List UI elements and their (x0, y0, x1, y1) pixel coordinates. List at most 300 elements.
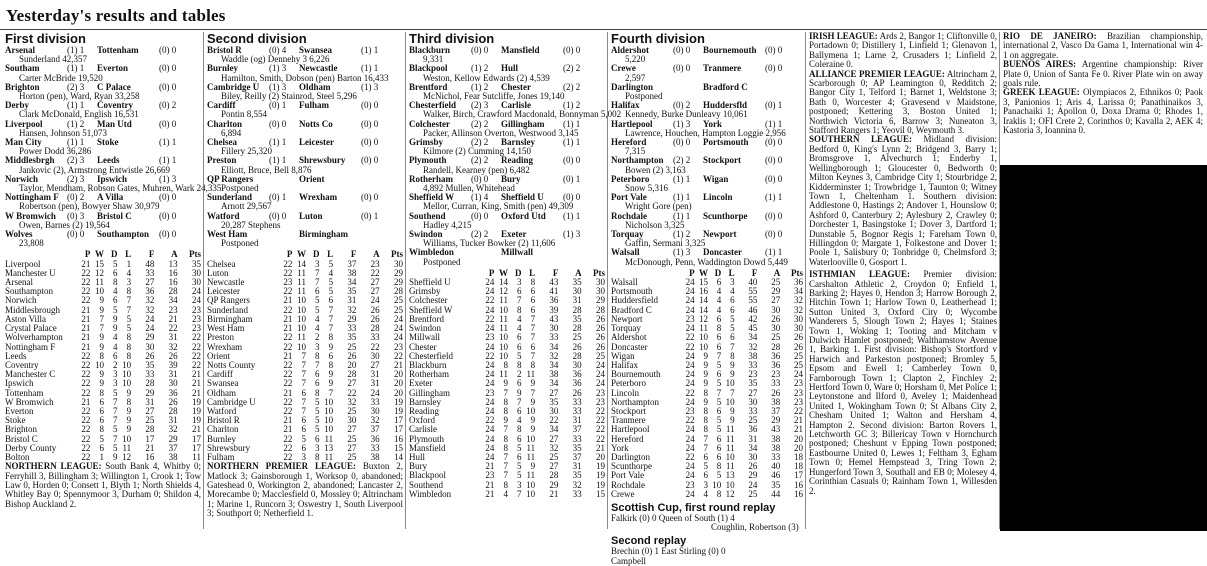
table-header-cell: W (94, 249, 104, 260)
table-cell: 6 (99, 415, 104, 426)
table-cell: 24 (685, 295, 695, 306)
blacked-out-area (1000, 165, 1207, 531)
table-cell: 33 (145, 267, 155, 278)
table-cell: 29 (549, 479, 559, 490)
home-team: Charlton (207, 118, 243, 129)
team-name: Crystal Palace (5, 323, 57, 334)
table-cell: 55 (748, 295, 758, 306)
table-cell: 7 (113, 405, 118, 416)
away-team: Newport (703, 229, 737, 240)
away-team: Bristol C (97, 210, 132, 221)
table-cell: 6 (716, 313, 722, 324)
table-cell: 4 (126, 267, 132, 278)
result-details: Carter McBride 19,520 (19, 72, 103, 83)
team-name: Fulham (207, 451, 235, 462)
team-name: Tottenham (5, 387, 44, 398)
away-score: (1) 1 (159, 137, 177, 148)
southern-league-title: SOUTHERN LEAGUE: (809, 134, 913, 145)
home-score: (2) 3 (67, 155, 85, 166)
table-cell: 37 (572, 424, 582, 435)
table-cell: 21 (283, 323, 293, 334)
table-cell: 9 (703, 350, 708, 361)
table-cell: 22 (370, 267, 380, 278)
table-cell: 22 (81, 295, 91, 306)
table-cell: 17 (393, 415, 403, 426)
away-team: Exeter (501, 229, 527, 240)
table-cell: 7 (530, 332, 536, 343)
table-cell: 4 (113, 286, 118, 297)
table-cell: 35 (572, 442, 582, 453)
away-team: Scunthorpe (703, 210, 748, 221)
home-score: (2) 2 (471, 229, 489, 240)
away-score: (0) 0 (765, 210, 783, 221)
table-cell: 9 (530, 396, 536, 407)
away-team: Tranmere (703, 63, 742, 74)
team-name: Wimbledon (409, 488, 452, 499)
table-cell: 15 (698, 277, 708, 288)
table-cell: 6 (99, 405, 104, 416)
home-team: Plymouth (409, 155, 447, 166)
home-team: Bristol R (207, 45, 242, 55)
table-cell: 24 (145, 323, 155, 334)
home-team: Hartlepool (611, 118, 653, 129)
table-cell: 6 (315, 286, 320, 297)
home-team: Brighton (5, 81, 40, 92)
team-name: Bolton (5, 451, 30, 462)
table-cell: 27 (347, 378, 357, 389)
table-cell: 31 (572, 295, 582, 306)
table-cell: 41 (549, 286, 559, 297)
away-score: (1) 2 (563, 100, 581, 111)
fourth-division-table (611, 269, 803, 499)
team-name: Swansea (207, 378, 239, 389)
table-cell: 29 (393, 267, 403, 278)
table-cell: 19 (191, 396, 201, 407)
team-name: Mansfield (409, 442, 446, 453)
result-details: Postponed (625, 91, 663, 102)
table-cell: 24 (685, 378, 695, 389)
away-team: Newcastle (299, 63, 338, 74)
table-cell: 9 (328, 369, 334, 380)
table-cell: 27 (549, 461, 559, 472)
table-cell: 6 (517, 405, 522, 416)
table-cell: 21 (485, 488, 495, 499)
team-name: Port Vale (611, 470, 645, 481)
away-score: (1) 3 (361, 81, 379, 92)
table-cell: 11 (297, 286, 306, 297)
team-name: Tranmere (611, 415, 646, 426)
table-row (409, 490, 605, 499)
table-header-cell: L (529, 267, 536, 278)
home-score: (0) 2 (673, 100, 691, 111)
table-cell: 7 (99, 313, 104, 324)
table-cell: 22 (283, 332, 293, 343)
table-cell: 24 (485, 405, 495, 416)
home-team: Liverpool (5, 118, 43, 129)
table-cell: 43 (549, 277, 559, 288)
team-name: Swindon (409, 323, 442, 334)
table-cell: 21 (81, 258, 91, 269)
team-name: Grimsby (409, 286, 441, 297)
table-cell: 22 (485, 313, 495, 324)
table-cell: 1 (99, 451, 104, 462)
team-name: Birmingham (207, 313, 253, 324)
table-cell: 8 (703, 424, 708, 435)
team-name: Bristol C (5, 433, 38, 444)
table-cell: 8 (716, 488, 722, 499)
table-cell: 21 (191, 378, 201, 389)
table-cell: 11 (499, 313, 508, 324)
table-cell: 24 (685, 359, 695, 370)
rio-text: Brazilian championship, international 2, Vasco Da Gama 1, International win 4-1 on aggregate. (1003, 31, 1203, 60)
team-name: Portsmouth (611, 286, 653, 297)
team-name: Reading (409, 405, 439, 416)
table-cell: 13 (168, 258, 178, 269)
table-cell: 30 (595, 277, 605, 288)
result-details: 6,894 (221, 127, 242, 138)
table-cell: 22 (81, 433, 91, 444)
team-name: Leicester (207, 286, 240, 297)
northern-league-text: South Bank 4, Whitby 0; Ferryhill 3, Billingham 3; Willington 1, Crook 1; Tow Law 0, Horden 0; Consett 1, Blyth 1; North Shields 4, Whitley Bay 0; Spennymoor 3, Durham 0; Shildon 4, Bishop Auckland 2. (5, 461, 202, 509)
team-name: Bournemouth (611, 369, 661, 380)
table-cell: 10 (122, 433, 132, 444)
table-cell: 24 (685, 470, 695, 481)
home-team: Derby (5, 100, 29, 111)
table-cell: 6 (716, 405, 722, 416)
table-cell: 7 (301, 359, 306, 370)
away-team: Mansfield (501, 45, 540, 55)
home-score: (1) 2 (673, 229, 691, 240)
table-cell: 22 (595, 415, 605, 426)
table-cell: 7 (517, 488, 522, 499)
table-cell: 21 (393, 359, 403, 370)
table-cell: 23 (794, 396, 804, 407)
result-details: Mellor, Curran, King, Smith (pen) 49,309 (423, 201, 574, 212)
table-cell: 32 (347, 304, 357, 315)
table-cell: 10 (296, 295, 306, 306)
table-cell: 7 (503, 424, 508, 435)
table-header-cell: L (728, 267, 735, 278)
table-header-cell: D (714, 267, 722, 278)
table-header-cell: Pts (791, 267, 804, 278)
table-header-cell: W (498, 267, 508, 278)
table-header-cell: Pts (592, 267, 605, 278)
table-row (611, 490, 803, 499)
table-cell: 1 (126, 258, 132, 269)
table-cell: 26 (370, 313, 380, 324)
table-cell: 10 (698, 341, 708, 352)
table-cell: 5 (517, 350, 522, 361)
home-team: Blackburn (409, 45, 451, 55)
table-cell: 23 (794, 387, 804, 398)
away-team: Millwall (501, 247, 533, 258)
table-cell: 29 (393, 277, 403, 288)
table-cell: 33 (771, 451, 781, 462)
table-cell: 39 (168, 359, 178, 370)
table-cell: 31 (370, 378, 380, 389)
table-cell: 3 (113, 378, 118, 389)
table-cell: 28 (168, 286, 178, 297)
alliance-league-title: ALLIANCE PREMIER LEAGUE: (809, 68, 945, 79)
table-cell: 28 (595, 304, 605, 315)
table-cell: 10 (725, 479, 735, 490)
table-cell: 33 (771, 378, 781, 389)
table-cell: 33 (572, 433, 582, 444)
result-details: Packer, Allinson Overton, Westwood 3,145 (423, 127, 579, 138)
table-cell: 5 (716, 359, 722, 370)
table-cell: 37 (347, 258, 357, 269)
table-cell: 29 (347, 313, 357, 324)
table-cell: 27 (145, 277, 155, 288)
team-name: Shrewsbury (207, 442, 250, 453)
away-score: (0) 0 (361, 100, 379, 111)
table-cell: 31 (748, 433, 758, 444)
table-cell: 10 (498, 350, 508, 361)
table-cell: 10 (122, 369, 132, 380)
table-cell: 21 (794, 424, 804, 435)
table-cell: 5 (716, 470, 722, 481)
table-cell: 22 (595, 405, 605, 416)
isthmian-league-text: Premier division: Carshalton Athletic 2, Croydon 0; Enfield 1, Barking 2; Hayes 0, Hendon 3; Harrow Borough 2, Hitchin Town 1; Harlow Town 0, Leatherhead 1; Sutton United 3, Oxford City 0; Wycombe Wanderers 5, Slough Town 2; Hayes 1; Staines Town 1, Woking 1; Tooting and Mitcham v Dulwich Hamlet postponed; Walthamstow Avenue 1, Barking 1. First division: Bishop's Stortford v Harwich and Parkeston postponed; Bromley 5, Epsom and Ewell 1; Camberley Town 0, Farnborough Town 1; Clapton 2, Finchley 2; Hertford Town 0, Ware 0; Horsham 0, Met Police 1; Leytonstone and Ilford 0, Aveley 1; Maidenhead United 1, Wokingham Town 0; St Albans City 2, Chesham United 1; Walton and Hersham 4, Hampton 2. Second division: Barton Rovers 1, Letchworth GC 3; Billericay Town v Hornchurch postponed; Cheshunt v Epping Town postponed; Eastbourne United 0, Lewes 1; Feltham 3, Egham Town 0; Hemel Hempstead 3, Tring Town 2; Hungerford Town 3, Southall and EB 0; Molesey 4, Corinthian Casuals 0; Rainham Town 1, Willesden 2. (809, 269, 998, 496)
table-cell: 36 (572, 369, 582, 380)
table-cell: 22 (81, 286, 91, 297)
away-team: Luton (299, 210, 323, 221)
table-cell: 9 (730, 359, 735, 370)
table-cell: 37 (572, 451, 582, 462)
table-cell: 22 (370, 341, 380, 352)
table-cell: 23 (485, 332, 495, 343)
table-cell: 4 (328, 267, 334, 278)
table-cell: 25 (347, 405, 357, 416)
home-score: (2) 3 (67, 81, 85, 92)
team-name: QP Rangers (207, 295, 250, 306)
table-cell: 8 (503, 396, 508, 407)
table-cell: 22 (81, 350, 91, 361)
table-cell: 24 (393, 323, 403, 334)
result-details: Gaffin, Sermani 3,325 (625, 238, 706, 249)
table-cell: 21 (191, 424, 201, 435)
away-score: (1) 1 (563, 210, 581, 221)
table-cell: 8 (703, 415, 708, 426)
table-cell: 9 (703, 378, 708, 389)
away-score: (0) 1 (765, 100, 783, 111)
table-cell: 36 (572, 378, 582, 389)
table-cell: 29 (595, 295, 605, 306)
table-cell: 25 (748, 488, 758, 499)
third-division-results (409, 45, 622, 267)
table-cell: 7 (301, 396, 306, 407)
table-cell: 22 (81, 369, 91, 380)
table-cell: 10 (725, 451, 735, 462)
table-cell: 32 (370, 415, 380, 426)
table-cell: 4 (113, 341, 118, 352)
table-cell: 24 (485, 378, 495, 389)
away-team: Hull (501, 63, 519, 74)
team-name: Derby County (5, 442, 57, 453)
table-cell: 11 (725, 442, 735, 453)
home-score: (1) 2 (471, 81, 489, 92)
table-cell: 11 (297, 277, 306, 288)
table-cell: 31 (168, 332, 178, 343)
result-details: Hadley 4,215 (423, 219, 472, 230)
table-cell: 10 (498, 332, 508, 343)
table-cell: 18 (794, 451, 804, 462)
table-cell: 5 (113, 442, 118, 453)
away-score: (1) 1 (563, 137, 581, 148)
table-cell: 14 (296, 258, 306, 269)
away-team: Notts Co (299, 118, 333, 129)
table-cell: 7 (328, 323, 334, 334)
result-details: Kilmore (2) Cumming 14,150 (423, 146, 531, 157)
table-cell: 7 (301, 405, 306, 416)
result-details: Biley, Reilly (2) Stainrod, Steel 5,296 (221, 91, 357, 102)
table-cell: 22 (283, 396, 293, 407)
home-team: Preston (207, 155, 237, 166)
table-cell: 9 (503, 415, 508, 426)
home-score: (1) 1 (269, 155, 287, 166)
away-score: (0) 0 (563, 45, 581, 55)
table-cell: 26 (572, 387, 582, 398)
table-cell: 23 (685, 405, 695, 416)
away-team: Lincoln (703, 192, 733, 203)
irish-league-title: IRISH LEAGUE: (809, 31, 878, 41)
table-cell: 25 (771, 277, 781, 288)
result-details: 2,597 (625, 72, 646, 83)
table-cell: 23 (595, 387, 605, 398)
table-cell: 8 (716, 323, 722, 334)
table-cell: 23 (748, 369, 758, 380)
table-cell: 28 (145, 424, 155, 435)
home-team: Middlesbrgh (5, 155, 55, 166)
table-cell: 5 (716, 396, 722, 407)
table-cell: 5 (730, 323, 735, 334)
team-name: Blackpool (409, 470, 446, 481)
table-cell: 4 (703, 488, 708, 499)
table-cell: 17 (191, 442, 201, 453)
table-cell: 11 (725, 461, 735, 472)
table-cell: 9 (730, 405, 735, 416)
table-cell: 27 (370, 359, 380, 370)
table-cell: 10 (526, 479, 536, 490)
table-cell: 13 (324, 442, 334, 453)
table-cell: 30 (572, 359, 582, 370)
home-score: (0) 3 (67, 210, 85, 221)
home-score: (1) 2 (471, 63, 489, 74)
team-name: Leeds (5, 350, 27, 361)
away-team: Southampton (97, 229, 150, 240)
table-cell: 37 (771, 405, 781, 416)
table-cell: 24 (485, 424, 495, 435)
team-name: Orient (207, 350, 230, 361)
table-cell: 32 (572, 479, 582, 490)
table-cell: 4 (503, 488, 508, 499)
table-cell: 6 (315, 369, 320, 380)
table-cell: 28 (771, 341, 781, 352)
greek-league-report (1003, 88, 1203, 135)
table-cell: 6 (703, 451, 708, 462)
greek-league-text: Olympiacos 2, Ethnikos 0; Paok 3, Panionios 1; Aris 4, Larissa 0; Panathinaikos 3, Panachaiki 1; Apollon 0, Doxa Drama 0; Rhodes 1, Iraklis 1; OFI Crete 2, Corinthos 0; Kavalla 2, AEK 4; Kastoria 3, Ioannina 0. (1003, 87, 1204, 136)
table-cell: 24 (685, 323, 695, 334)
table-cell: 30 (549, 405, 559, 416)
team-name: Manchester C (5, 369, 56, 380)
team-name: Burnley (207, 433, 236, 444)
table-cell: 38 (549, 369, 559, 380)
table-cell: 24 (595, 359, 605, 370)
table-cell: 6 (517, 332, 522, 343)
home-score: (1) 1 (269, 137, 287, 148)
table-cell: 8 (99, 350, 104, 361)
table-cell: 23 (685, 479, 695, 490)
table-cell: 33 (572, 405, 582, 416)
table-cell: 30 (771, 304, 781, 315)
team-name: Stockport (611, 405, 646, 416)
table-cell: 11 (526, 451, 536, 462)
team-name: Chelsea (207, 258, 236, 269)
table-cell: 8 (530, 359, 536, 370)
table-cell: 7 (517, 396, 522, 407)
home-team: Chesterfield (409, 100, 456, 111)
table-cell: 43 (771, 424, 781, 435)
result-details: McNichol, Fear Sutcliffe, Jones 19,140 (423, 91, 565, 102)
table-cell: 9 (703, 369, 708, 380)
table-cell: 9 (703, 396, 708, 407)
away-team: Huddersfld (703, 100, 748, 111)
table-cell: 5 (716, 378, 722, 389)
table-cell: 22 (485, 295, 495, 306)
first-division-table (5, 250, 201, 462)
table-cell: 6 (530, 304, 536, 315)
table-cell: 5 (301, 433, 306, 444)
team-name: Brighton (5, 424, 38, 435)
team-name: York (611, 442, 629, 453)
result-details: Clark McDonald, English 16,531 (19, 109, 139, 120)
home-team: Cambridge U (207, 81, 260, 92)
table-header-cell: Pts (390, 249, 403, 260)
table-cell: 31 (572, 461, 582, 472)
table-cell: 5 (716, 424, 722, 435)
table-cell: 7 (716, 350, 722, 361)
table-cell: 10 (296, 323, 306, 334)
table-cell: 6 (99, 396, 104, 407)
table-cell: 7 (315, 359, 320, 370)
table-cell: 7 (113, 415, 118, 426)
away-score: (0) 0 (361, 137, 379, 148)
table-cell: 23 (794, 378, 804, 389)
table-cell: 9 (530, 378, 536, 389)
table-cell: 28 (572, 350, 582, 361)
table-cell: 4 (315, 323, 320, 334)
home-score: (1) 1 (67, 137, 85, 148)
table-cell: 38 (771, 442, 781, 453)
table-cell: 28 (549, 470, 559, 481)
table-cell: 22 (81, 359, 91, 370)
northern-league-report (5, 462, 201, 509)
table-cell: 7 (730, 341, 735, 352)
table-cell: 5 (126, 323, 132, 334)
table-cell: 16 (698, 286, 708, 297)
away-score: (0) 1 (563, 173, 581, 184)
team-name: Huddersfield (611, 295, 658, 306)
away-score: (1) 1 (765, 118, 783, 129)
table-cell: 7 (328, 387, 334, 398)
table-cell: 27 (347, 424, 357, 435)
away-team: Wrexham (299, 192, 338, 203)
table-cell: 38 (771, 396, 781, 407)
table-cell: 25 (393, 295, 403, 306)
table-cell: 22 (283, 267, 293, 278)
table-cell: 35 (572, 313, 582, 324)
table-cell: 30 (393, 258, 403, 269)
